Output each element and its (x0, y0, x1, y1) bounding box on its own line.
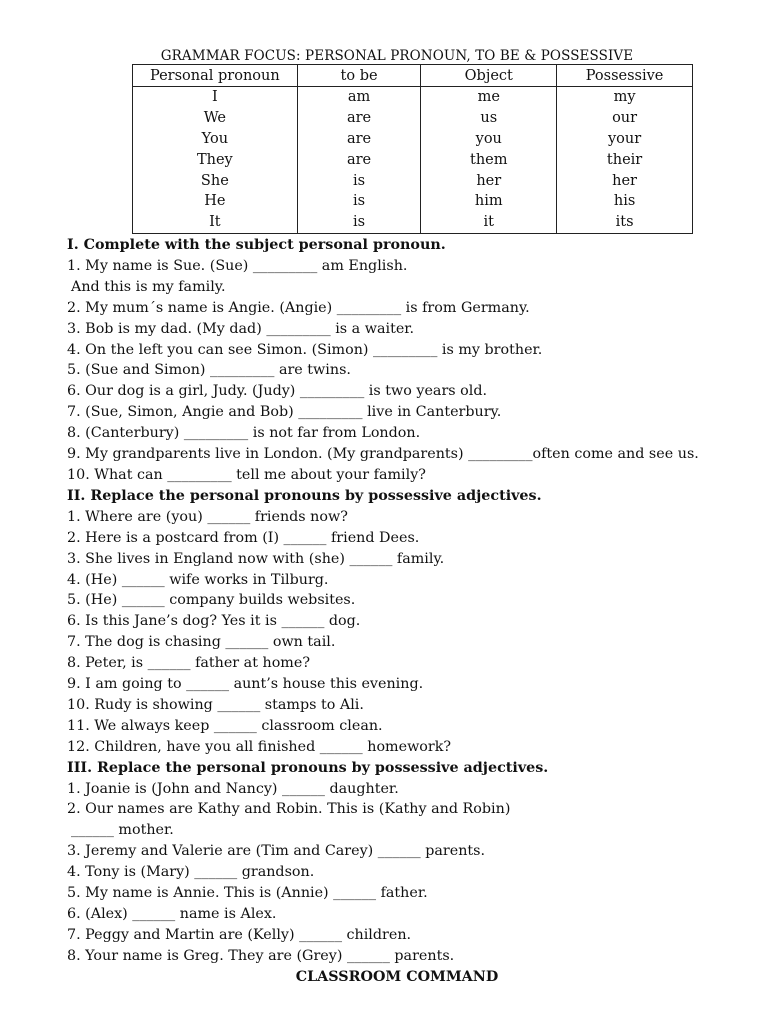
table-row (133, 149, 693, 170)
table-cell: you (421, 129, 557, 150)
table-cell: She (133, 170, 298, 191)
table-header-cell: Personal pronoun (133, 65, 298, 87)
table-cell: is (297, 191, 421, 212)
exercise-line: 10. Rudy is showing ______ stamps to Ali. (67, 696, 364, 713)
table-cell: his (557, 191, 693, 212)
table-cell: my (557, 87, 693, 108)
exercise-line: 8. (Canterbury) _________ is not far from London. (67, 425, 421, 442)
exercise-line: 7. The dog is chasing ______ own tail. (67, 634, 336, 651)
exercise-line: 11. We always keep ______ classroom clean. (67, 717, 383, 734)
exercise-line: 1. Where are (you) ______ friends now? (67, 508, 348, 525)
section-1-heading: I. Complete with the subject personal pronoun. (67, 237, 446, 253)
table-cell: am (297, 87, 421, 108)
table-row (133, 191, 693, 212)
table-cell: I (133, 87, 298, 108)
exercise-line: 4. Tony is (Mary) ______ grandson. (67, 864, 315, 881)
table-cell: He (133, 191, 298, 212)
exercise-line: And this is my family. (71, 278, 226, 295)
exercise-line: 1. My name is Sue. (Sue) _________ am English. (67, 257, 408, 274)
exercise-line: 6. (Alex) ______ name is Alex. (67, 906, 277, 922)
exercise-line: 3. She lives in England now with (she) ______ family. (67, 550, 445, 567)
exercise-line: 5. (He) ______ company builds websites. (67, 592, 356, 609)
exercise-line: 10. What can _________ tell me about your family? (67, 466, 426, 483)
table-header-cell: to be (297, 65, 421, 87)
exercise-line: ______ mother. (71, 822, 174, 839)
table-cell: You (133, 129, 298, 150)
exercise-line: 2. My mum´s name is Angie. (Angie) _________ is from Germany. (67, 299, 530, 316)
exercise-line: 7. Peggy and Martin are (Kelly) ______ children. (67, 926, 412, 943)
table-cell: them (421, 149, 557, 170)
table-cell: It (133, 212, 298, 233)
exercise-body (67, 235, 747, 988)
exercise-line: 6. Our dog is a girl, Judy. (Judy) _________ is two years old. (67, 383, 488, 400)
table-cell: is (297, 212, 421, 233)
table-row (133, 129, 693, 150)
section-2-heading: II. Replace the personal pronouns by possessive adjectives. (67, 487, 542, 504)
exercise-line: 2. Our names are Kathy and Robin. This is (Kathy and Robin) (67, 801, 511, 818)
table-row (133, 108, 693, 129)
table-cell: are (297, 149, 421, 170)
table-header-cell: Possessive (557, 65, 693, 87)
worksheet-title: GRAMMAR FOCUS: PERSONAL PRONOUN, TO BE & POSSESSIVE (160, 48, 634, 64)
section-3-heading: III. Replace the personal pronouns by possessive adjectives. (67, 759, 549, 776)
table-cell: it (421, 212, 557, 233)
table-cell: her (557, 170, 693, 191)
table-cell: is (297, 170, 421, 191)
table-cell: our (557, 108, 693, 129)
table-header-cell: Object (421, 65, 557, 87)
table-cell: We (133, 108, 298, 129)
exercise-line: 4. On the left you can see Simon. (Simon) _________ is my brother. (67, 341, 543, 358)
exercise-line: 3. Jeremy and Valerie are (Tim and Carey) ______ parents. (67, 843, 486, 860)
exercise-line: 3. Bob is my dad. (My dad) _________ is a waiter. (67, 320, 415, 337)
exercise-line: 5. My name is Annie. This is (Annie) ______ father. (67, 885, 428, 902)
table-cell: us (421, 108, 557, 129)
classroom-command-heading: CLASSROOM COMMAND (295, 968, 499, 985)
exercise-line: 7. (Sue, Simon, Angie and Bob) _________ live in Canterbury. (67, 404, 502, 421)
table-row (133, 87, 693, 108)
exercise-line: 6. Is this Jane’s dog? Yes it is ______ dog. (67, 613, 361, 630)
exercise-line: 9. I am going to ______ aunt’s house this evening. (67, 676, 424, 693)
exercise-line: 1. Joanie is (John and Nancy) ______ daughter. (67, 780, 399, 797)
table-header-row (133, 65, 693, 87)
table-cell: your (557, 129, 693, 150)
exercise-line: 8. Peter, is ______ father at home? (67, 655, 310, 672)
pronoun-table (132, 64, 693, 234)
exercise-line: 12. Children, have you all finished ______ homework? (67, 738, 452, 755)
exercise-line: 5. (Sue and Simon) _________ are twins. (67, 362, 351, 379)
table-cell: They (133, 149, 298, 170)
table-cell: her (421, 170, 557, 191)
table-cell: its (557, 212, 693, 233)
exercise-line: 2. Here is a postcard from (I) ______ friend Dees. (67, 529, 420, 546)
exercise-line: 9. My grandparents live in London. (My grandparents) _________often come and see us. (67, 446, 699, 463)
table-cell: me (421, 87, 557, 108)
table-cell: are (297, 108, 421, 129)
table-cell: are (297, 129, 421, 150)
exercise-line: 4. (He) ______ wife works in Tilburg. (67, 571, 329, 588)
table-cell: their (557, 149, 693, 170)
exercise-line: 8. Your name is Greg. They are (Grey) ______ parents. (67, 947, 455, 964)
table-cell: him (421, 191, 557, 212)
table-row (133, 170, 693, 191)
table-row (133, 212, 693, 233)
